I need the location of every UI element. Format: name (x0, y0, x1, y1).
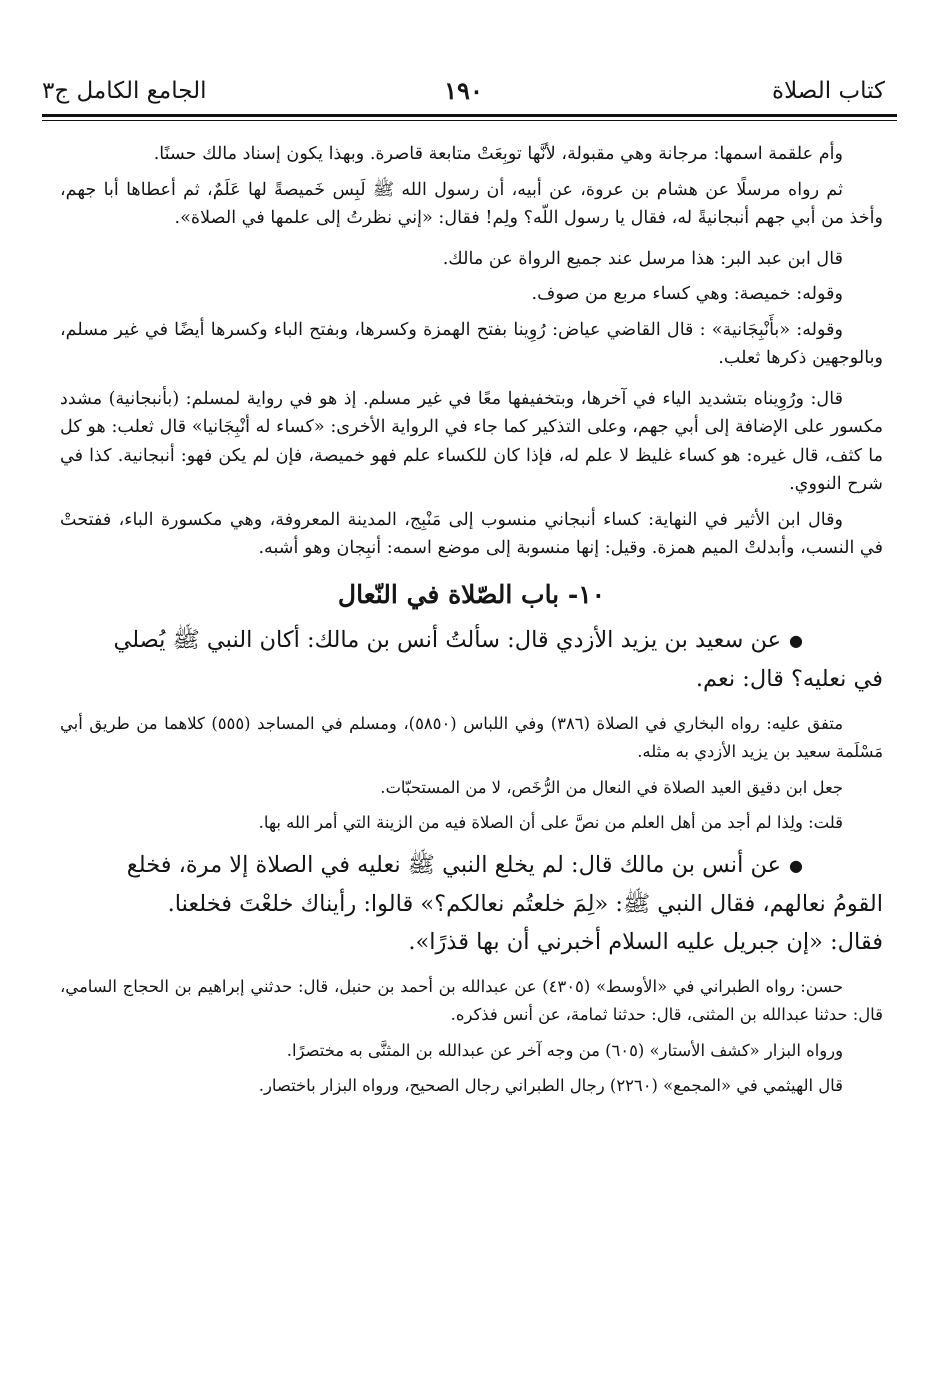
hadith-line: في نعليه؟ قال: نعم. (695, 665, 883, 692)
paragraph: ثم رواه مرسلًا عن هشام بن عروة، عن أبيه، أن رسول الله ﷺ لَبِس خَميصةً لها عَلَمٌ، ثم أعطاها أبا جهم، وأخذ من أبي جهم أنبجانيةً له، فقال يا رسول اللّه؟ ولِم! فقال: «إني نظرتُ إلى علمها في الصلاة». (60, 179, 883, 228)
section-heading: ١٠- باب الصّلاة في النّعال (337, 579, 606, 609)
footnote: قال الهيثمي في «المجمع» (٢٢٦٠) رجال الطبراني رجال الصحيح، ورواه البزار باختصار. (258, 1076, 843, 1095)
paragraph: وقوله: «بأَنْبِجَانية» : قال القاضي عياض: رُوِينا بفتح الهمزة وكسرها، وبفتح الباء وكسرها أيضًا في غير مسلم، وبالوجهين ذكرها ثعلب. (60, 319, 883, 368)
chapter-title: كتاب الصلاة (772, 78, 885, 104)
book-title: الجامع الكامل ج٣ (42, 78, 207, 104)
page-header (42, 72, 885, 112)
hadith-text (60, 621, 883, 660)
hadith-line: القومُ نعالهم، فقال النبي ﷺ: «لِمَ خلعتُم نعالكم؟» قالوا: رأيناك خلعْتَ فخلعنا. (167, 890, 883, 917)
header-rule-thick (42, 114, 897, 117)
paragraph: قال: ورُوِيناه بتشديد الياء في آخرها، وبتخفيفها معًا في غير مسلم. إذ هو في رواية لمسلم: (بأنبجانية) مشدد مكسور على الإضافة إلى أبي جهم، وعلى التذكير كما جاء في الرواية الأخرى: «كساء له أنْبِجَانيا» قال ثعلب: هو كل ما كثف، قال غيره: هو كساء غليظ لا علم له، فإذا كان للكساء علم فهو خميصة، فإن لم يكن فهو: أنبجانية. كذا في شرح النووي. (60, 388, 883, 494)
page-number: ١٩٠ (444, 76, 483, 105)
footnote: قلت: ولِذا لم أجد من أهل العلم من نصَّ على أن الصلاة فيه من الزينة التي أمر الله بها. (258, 813, 843, 832)
footnote: ورواه البزار «كشف الأستار» (٦٠٥) من وجه آخر عن عبدالله بن المثنَّى به مختصرًا. (286, 1040, 843, 1060)
footnote: حسن: رواه الطبراني في «الأوسط» (٤٣٠٥) عن عبدالله بن أحمد بن حنبل، قال: حدثني إبراهيم بن الحجاج السامي، قال: حدثنا عبدالله بن المثنى، قال: حدثنا ثمامة، عن أنس فذكره. (60, 976, 883, 1024)
paragraph: وقال ابن الأثير في النهاية: كساء أنبجاني منسوب إلى مَنْبِج، المدينة المعروفة، وهي مكسورة الباء، ففتحتْ في النسب، وأبدلتْ الميم همزة. وقيل: إنها منسوبة إلى موضع اسمه: أنبِجان وهو أشبه. (60, 509, 883, 558)
header-rule-thin (42, 120, 897, 121)
paragraph: قال ابن عبد البر: هذا مرسل عند جميع الرواة عن مالك. (442, 248, 843, 269)
bullet-icon: ● (789, 855, 803, 875)
hadith-line: عن سعيد بن يزيد الأزدي قال: سألتُ أنس بن مالك: أكان النبي ﷺ يُصلي (113, 626, 782, 653)
bullet-icon: ● (789, 630, 803, 650)
hadith-line: عن أنس بن مالك قال: لم يخلع النبي ﷺ نعليه في الصلاة إلا مرة، فخلع (126, 851, 782, 878)
footnote: متفق عليه: رواه البخاري في الصلاة (٣٨٦) وفي اللباس (٥٨٥٠)، ومسلم في المساجد (٥٥٥) كلاهما من طريق أبي مَسْلَمة سعيد بن يزيد الأزدي به مثله. (60, 713, 883, 761)
hadith-line: فقال: «إن جبريل عليه السلام أخبرني أن بها قذرًا». (408, 928, 883, 955)
paragraph: وقوله: خميصة: وهي كساء مربع من صوف. (531, 284, 843, 304)
page-body (60, 140, 883, 1385)
paragraph: وأم علقمة اسمها: مرجانة وهي مقبولة، لأنَّها توبِعَتْ متابعة قاصرة. وبهذا يكون إسناد مالك حسنًا. (153, 144, 843, 164)
hadith-text (60, 846, 883, 885)
footnote: جعل ابن دقيق العيد الصلاة في النعال من الرُّخَص، لا من المستحبّات. (380, 777, 843, 797)
